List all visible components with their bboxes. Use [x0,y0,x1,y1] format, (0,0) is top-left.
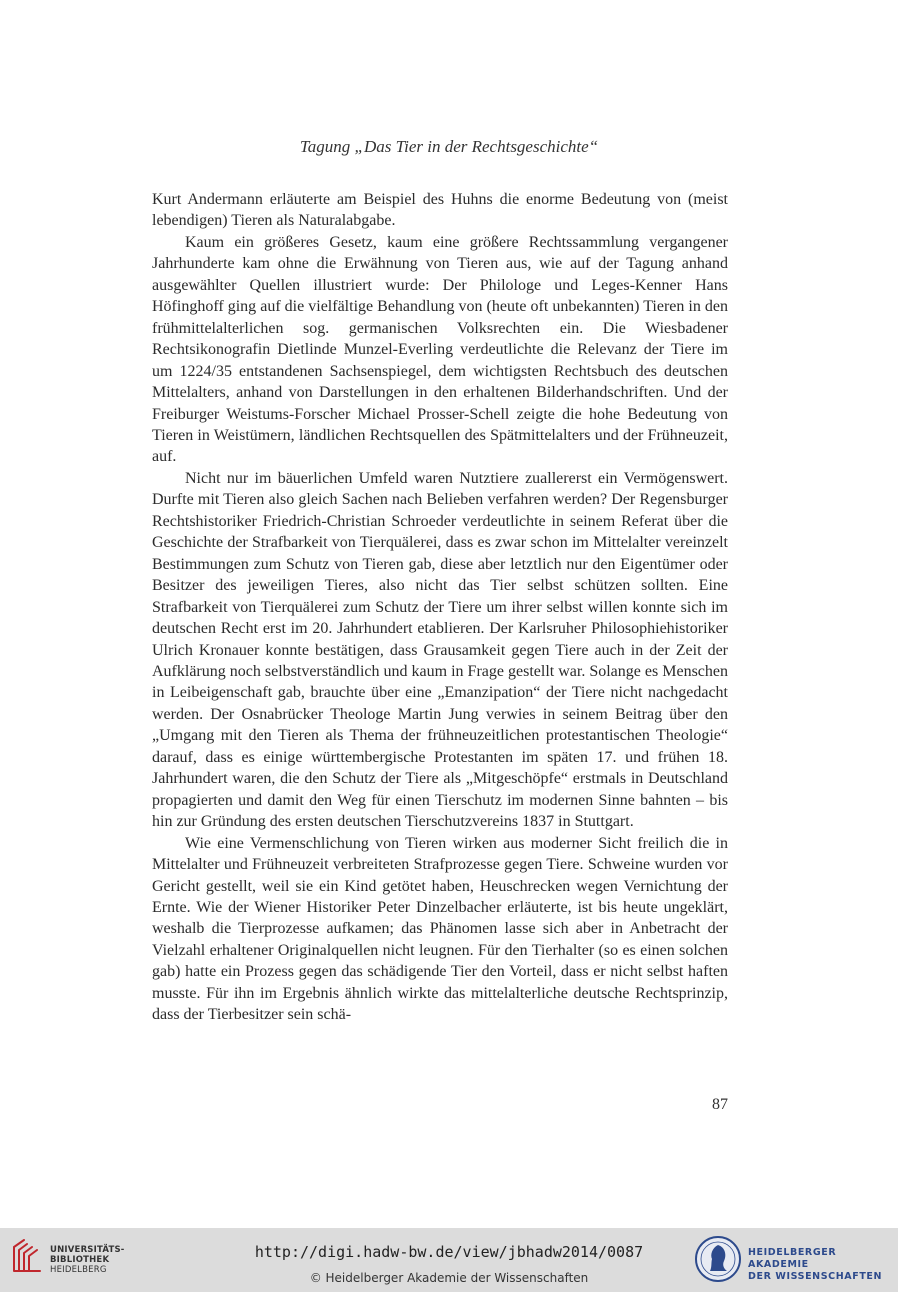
page-number: 87 [712,1096,728,1113]
copyright-notice: © Heidelberger Akademie der Wissenschaften [309,1271,589,1285]
paragraph-1: Kurt Andermann erläuterte am Beispiel des Huhns die enorme Bedeutung von (meist lebendigen) Tieren als Naturalabgabe. [152,191,728,230]
paragraph-2: Kaum ein größeres Gesetz, kaum eine größere Rechtssammlung vergangener Jahrhunderte kam ohne die Erwähnung von Tieren aus, wie auf der Tagung anhand ausgewählter Quellen illustriert wurde: Der Philologe und Leges-Kenner Hans Höfinghoff ging auf die vielfältige Behandlung von (heute oft unbekannten) Tieren in den frühmittelalterlichen sog. germanischen Volksrechten ein. Die Wiesbadener Rechtsikonografin Dietlinde Munzel-Everling verdeutlichte die Relevanz der Tiere im um 1224/35 entstandenen Sachsenspiegel, dem wichtigsten Rechtsbuch des deutschen Mittelalters, anhand von Darstellungen in den erhaltenen Bilderhandschriften. Und der Freiburger Weistums-Forscher Michael Prosser-Schell zeigte die hohe Bedeutung von Tieren in Weistümern, ländlichen Rechtsquellen des Spätmittelalters und der Frühneuzeit, auf. [152,233,728,466]
academy-name-line: DER WISSENSCHAFTEN [748,1271,883,1282]
body-text [152,189,728,1026]
viewer-footer [0,1228,898,1292]
academy-name-line: HEIDELBERGER AKADEMIE [748,1247,837,1270]
academy-seal-icon[interactable] [694,1235,742,1283]
library-name-line: BIBLIOTHEK [50,1255,110,1265]
running-head: Tagung „Das Tier in der Rechtsgeschichte“ [299,137,599,156]
library-name-line: HEIDELBERG [50,1265,107,1275]
library-name-line: UNIVERSITÄTS- [50,1245,125,1255]
paragraph-3: Nicht nur im bäuerlichen Umfeld waren Nutztiere zuallererst ein Vermögenswert. Durfte mit Tieren also gleich Sachen nach Belieben verfahren werden? Der Regensburger Rechtshistoriker Friedrich-Christian Schroeder verdeutlichte in seinem Referat über die Geschichte der Strafbarkeit von Tierquälerei, dass es zwar schon im Mittelalter vereinzelt Bestimmungen zum Schutz von Tieren gab, diese aber letztlich nur den Eigentümer oder Besitzer des jeweiligen Tieres, also nicht das Tier selbst schützen sollten. Eine Strafbarkeit von Tierquälerei zum Schutz der Tiere um ihrer selbst willen konnte sich im deutschen Recht erst im 20. Jahrhundert etablieren. Der Karlsruher Philosophiehistoriker Ulrich Kronauer konnte bestätigen, dass Grausamkeit gegen Tiere auch in der Zeit der Aufklärung noch selbstverständlich und kaum in Frage gestellt war. Solange es Menschen in Leibeigenschaft gab, brauchte über eine „Emanzipation“ der Tiere nicht nachgedacht werden. Der Osnabrücker Theologe Martin Jung verwies in seinem Beitrag über den „Umgang mit den Tieren als Thema der frühneuzeitlichen protestantischen Theologie“ darauf, dass es einige württembergische Protestanten im späten 17. und frühen 18. Jahrhundert waren, die den Schutz der Tiere als „Mitgeschöpfe“ erstmals in Deutschland propagierten und damit den Weg für einen Tierschutz im modernen Sinne bahnten – bis hin zur Gründung des ersten deutschen Tierschutzvereins 1837 in Stuttgart. [152,469,728,831]
academy-name [748,1247,898,1283]
permalink-url[interactable]: http://digi.hadw-bw.de/view/jbhadw2014/0087 [254,1243,644,1261]
paragraph-4: Wie eine Vermenschlichung von Tieren wirken aus moderner Sicht freilich die in Mittelalter und Frühneuzeit verbreiteten Strafprozesse gegen Tiere. Schweine wurden vor Gericht gestellt, weil sie ein Kind getötet haben, Heuschrecken wegen Vernichtung der Ernte. Wie der Wiener Historiker Peter Dinzelbacher erläuterte, ist bis heute ungeklärt, weshalb die Tierprozesse aufkamen; das Phänomen lasse sich aber in Anbetracht der Vielzahl erhaltener Originalquellen nicht leugnen. Für den Tierhalter (so es einen solchen gab) hatte ein Prozess gegen das schädigende Tier den Vorteil, dass er nicht selbst haften musste. Für ihn im Ergebnis ähnlich wirkte das mittelalterliche deutsche Rechtsprinzip, dass der Tierbesitzer sein schä- [152,834,728,1024]
